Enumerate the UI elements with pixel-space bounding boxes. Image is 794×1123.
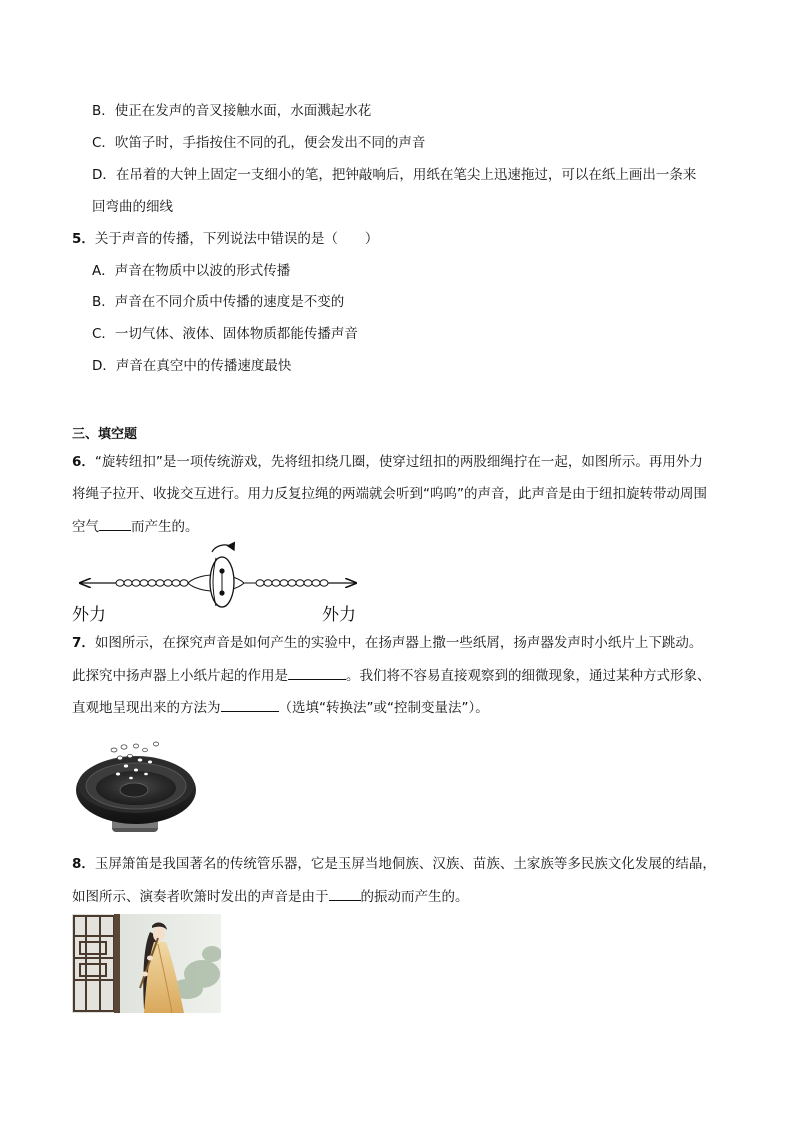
q4-option-d-line1: D．在吊着的大钟上固定一支细小的笔，把钟敲响后，用纸在笔尖上迅速拖过，可以在纸上画出一条来 — [92, 167, 697, 183]
q5-number: 5． — [72, 231, 95, 247]
q6-text-1: “旋转纽扣”是一项传统游戏，先将纽扣绕几圈，使穿过纽扣的两股细绳拧在一起，如图所示。再用外力 — [94, 454, 703, 470]
player-face — [153, 926, 165, 942]
q5-option-b: B．声音在不同介质中传播的速度是不变的 — [92, 294, 345, 310]
q7-text-2b: 。我们将不容易直接观察到的细微现象，通过某种方式形象、 — [346, 668, 711, 684]
q7-text-3a: 直观地呈现出来的方法为 — [72, 700, 221, 716]
right-twisted-string — [256, 580, 328, 586]
q6-line1 — [72, 452, 703, 472]
q6-answer-blank[interactable] — [99, 516, 131, 531]
q4-option-c: C．吹笛子时，手指按住不同的孔，便会发出不同的声音 — [92, 135, 426, 151]
q5-stem-line — [72, 229, 378, 249]
q5-option-a: A．声音在物质中以波的形式传播 — [92, 263, 291, 279]
q6-line2: 将绳子拉开、收拢交互进行。用力反复拉绳的两端就会听到“呜呜”的声音，此声音是由于纽扣旋转带动周围 — [72, 486, 707, 502]
player-hand — [147, 956, 153, 961]
q6-text-3b: 而产生的。 — [131, 519, 199, 535]
left-force-label: 外力 — [72, 605, 106, 625]
q7-answer-blank-2[interactable] — [221, 697, 279, 712]
q6-number: 6． — [72, 454, 95, 470]
q6-line3 — [72, 516, 199, 537]
q7-line2 — [72, 665, 711, 686]
q7-line3 — [72, 697, 489, 718]
q8-text-1: 玉屏箫笛是我国著名的传统管乐器，它是玉屏当地侗族、汉族、苗族、土家族等多民族文化发展的结晶， — [94, 856, 716, 872]
speaker-dust-cap — [120, 783, 148, 797]
left-twisted-string — [116, 580, 188, 586]
q7-answer-blank-1[interactable] — [288, 665, 346, 680]
q5-option-d: D．声音在真空中的传播速度最快 — [92, 358, 292, 374]
q5-stem: 关于声音的传播，下列说法中错误的是（ ） — [94, 231, 379, 247]
q8-number: 8． — [72, 856, 95, 872]
q7-text-1: 如图所示，在探究声音是如何产生的实验中，在扬声器上撒一些纸屑，扬声器发声时小纸片上下跳动。 — [94, 635, 703, 651]
q5-option-c: C．一切气体、液体、固体物质都能传播声音 — [92, 326, 358, 342]
rotation-arrow — [212, 545, 234, 552]
q8-text-2a: 如图所示、演奏者吹箫时发出的声音是由于 — [72, 889, 329, 905]
q6-text-3a: 空气 — [72, 519, 99, 535]
q7-text-3b: （选填“转换法”或“控制变量法”）。 — [278, 700, 489, 716]
q8-line1 — [72, 854, 716, 874]
q4-option-b: B．使正在发声的音叉接触水面，水面溅起水花 — [92, 103, 372, 119]
window-frame — [114, 914, 120, 1013]
q8-text-2b: 的振动而产生的。 — [360, 889, 469, 905]
q7-text-2a: 此探究中扬声器上小纸片起的作用是 — [72, 668, 288, 684]
speaker-figure — [74, 738, 198, 838]
q4-option-d-line2: 回弯曲的细线 — [92, 199, 173, 215]
window-lattice — [74, 916, 114, 1011]
flute-player-illustration — [72, 914, 221, 1013]
right-force-label: 外力 — [322, 605, 356, 625]
q8-line2 — [72, 886, 469, 907]
q8-answer-blank[interactable] — [329, 886, 361, 901]
section-heading-fill-blank: 三、填空题 — [72, 427, 138, 442]
q7-number: 7． — [72, 635, 95, 651]
q7-line1 — [72, 633, 702, 653]
